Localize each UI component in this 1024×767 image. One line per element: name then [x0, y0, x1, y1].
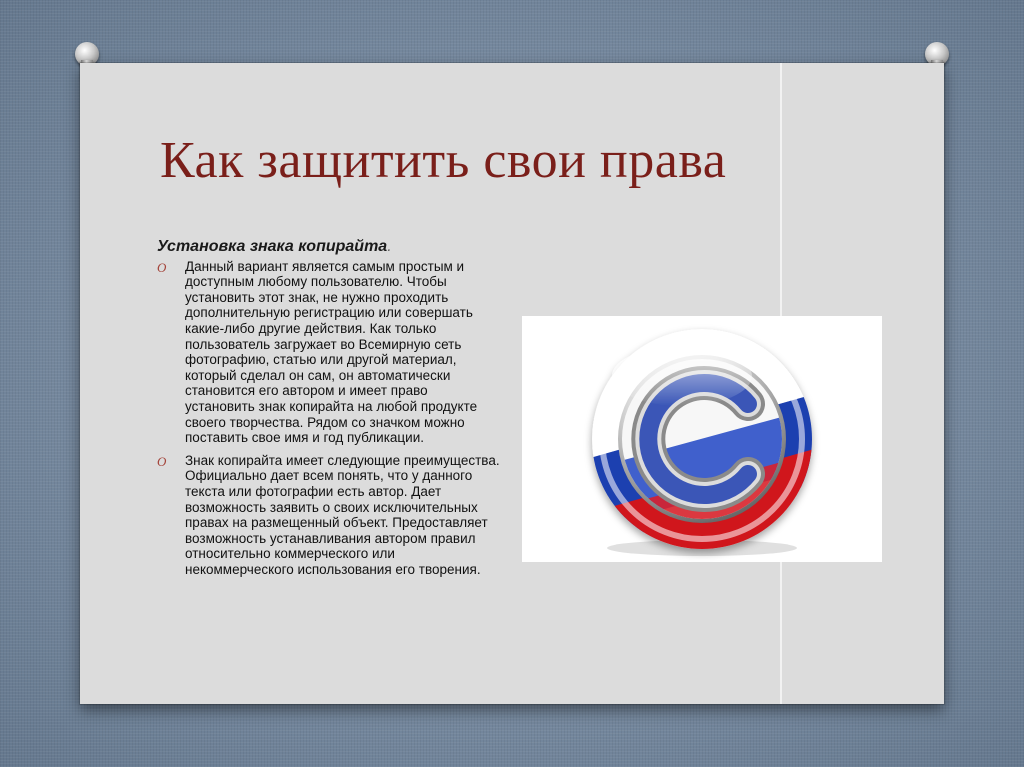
subheading-text: Установка знака копирайта — [157, 238, 388, 255]
slide-content — [155, 239, 500, 584]
copyright-icon — [522, 316, 882, 562]
bullet-text: Данный вариант является самым простым и доступным любому пользователю. Чтобы установить этот знак, не нужно проходить дополнительную регистрацию или совершать какие-либо другие действия. Как только пользователь загружает во Всемирную сеть фотографию, статью или другой материал, который сделал он сам, он автоматически становится его автором и имеет право установить знак копирайта на любой продукте своего творчества. Рядом со значком можно поставить свое имя и год публикации. — [185, 258, 478, 446]
copyright-image — [522, 316, 882, 562]
bullet-item — [155, 259, 500, 446]
subheading — [157, 239, 500, 255]
bullet-text: Знак копирайта имеет следующие преимущества. Официально дает всем понять, что у данного текста или фотографии есть автор. Дает возможность заявить о своих исключительных правах на размещенный объект. Предоставляет возможность устанавливания автором правил относительно коммерческого или некоммерческого использования его творения. — [185, 452, 500, 577]
slide-title: Как защитить свои права — [160, 132, 727, 189]
slide — [80, 63, 944, 704]
bullet-item — [155, 453, 500, 578]
bullet-marker-icon: O — [157, 453, 167, 469]
bullet-marker-icon: O — [157, 259, 167, 275]
subheading-period: . — [387, 238, 392, 255]
